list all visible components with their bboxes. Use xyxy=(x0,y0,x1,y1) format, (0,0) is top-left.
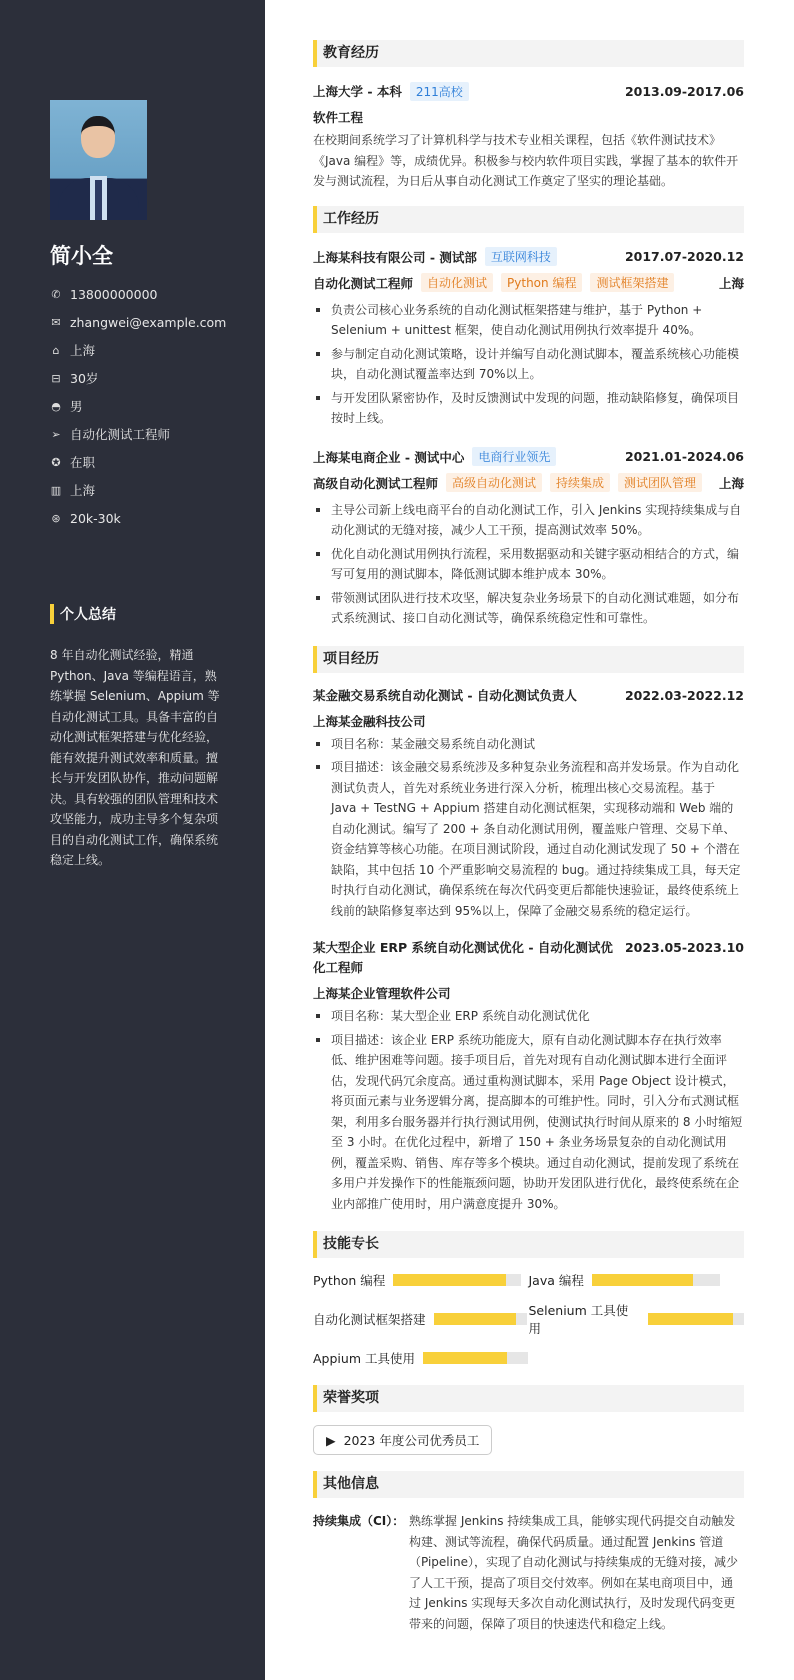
info-row xyxy=(50,308,226,336)
gender-icon: ◓ xyxy=(51,399,61,413)
list-item: 项目名称：某金融交易系统自动化测试 xyxy=(313,734,744,755)
edu-date: 2013.09-2017.06 xyxy=(624,83,744,99)
contact-info xyxy=(50,280,226,532)
project-company: 上海某企业管理软件公司 xyxy=(313,986,451,1001)
info-text: zhangwei@example.com xyxy=(70,314,227,330)
skill-bar xyxy=(393,1274,521,1286)
school: 上海大学 - 本科 xyxy=(313,84,402,99)
company: 上海某电商企业 - 测试中心 xyxy=(313,449,465,465)
skill-name: 自动化测试框架搭建 xyxy=(313,1312,426,1327)
skill-bar-fill xyxy=(423,1352,507,1364)
school-tag: 211高校 xyxy=(410,82,469,101)
project-entry xyxy=(313,938,744,1231)
skill-bar-fill xyxy=(648,1313,734,1325)
summary-heading: 个人总结 xyxy=(50,604,116,624)
building-icon: ▥ xyxy=(50,483,62,497)
work-heading: 工作经历 xyxy=(313,206,744,233)
skill-name: Java 编程 xyxy=(528,1273,584,1288)
projects-heading: 项目经历 xyxy=(313,646,744,673)
info-row xyxy=(50,280,226,308)
summary-text: 8 年自动化测试经验，精通 Python、Java 等编程语言，熟练掌握 Selenium、Appium 等自动化测试工具。具备丰富的自动化测试框架搭建与优化经验，能有效提升测试效率和质量。擅长与开发团队协作，推动问题解决。具有较强的团队管理和技术攻坚能力，成功主导多个复杂项目的自动化测试工作，确保系统稳定上线。 xyxy=(50,648,220,867)
skill-bar xyxy=(434,1313,527,1325)
skill-bar xyxy=(592,1274,720,1286)
skill-bar-fill xyxy=(393,1274,506,1286)
phone-icon: ✆ xyxy=(51,287,61,301)
role: 高级自动化测试工程师 xyxy=(313,475,439,491)
edu-desc: 在校期间系统学习了计算机科学与技术专业相关课程，包括《软件测试技术》《Java 编程》等，成绩优异。积极参与校内软件项目实践，掌握了基本的软件开发与测试流程，为日后从事自动化测试工作奠定了坚实的理论基础。 xyxy=(313,133,739,188)
project-company: 上海某金融科技公司 xyxy=(313,713,426,729)
info-text: 上海 xyxy=(70,343,96,358)
info-text: 20k-30k xyxy=(70,510,121,526)
job-date: 2017.07-2020.12 xyxy=(624,249,744,264)
list-item: 项目描述：该企业 ERP 系统功能庞大，原有自动化测试脚本存在执行效率低、维护困难等问题。接手项目后，首先对现有自动化测试脚本进行全面评估，发现代码冗余度高。通过重构测试脚本，采用 Page Object 设计模式，将页面元素与业务逻辑分离，提高脚本的可维护性。同时，引入分布式测试框架，利用多台服务器并行执行测试用例，使测试执行时间从原来的 8 小时缩短至 3 小时。在优化过程中，新增了 150 + 条业务场景复杂的自动化测试用例，覆盖采购、销售、库存等多个模块。通过自动化测试，提前发现了系统在多用户并发操作下的性能瓶颈问题，协助开发团队进行优化，最终使系统在企业内部推广使用时，用户满意度提升 30%。 xyxy=(313,1030,744,1215)
info-row xyxy=(50,504,226,532)
main-content xyxy=(313,40,744,1634)
city: 上海 xyxy=(718,275,744,291)
industry-tag: 电商行业领先 xyxy=(472,447,556,466)
list-item: 与开发团队紧密协作，及时反馈测试中发现的问题，推动缺陷修复，确保项目按时上线。 xyxy=(313,388,744,429)
job-entry xyxy=(313,446,744,646)
other-key: 持续集成（CI）： xyxy=(313,1514,405,1528)
info-row xyxy=(50,364,226,392)
skill-name: Selenium 工具使用 xyxy=(528,1303,629,1336)
info-text: 13800000000 xyxy=(70,286,158,302)
list-item: 负责公司核心业务系统的自动化测试框架搭建与维护，基于 Python + Selenium + unittest 框架，使自动化测试用例执行效率提升 40%。 xyxy=(313,300,744,341)
project-name: 某金融交易系统自动化测试 - 自动化测试负责人 xyxy=(313,687,577,703)
mail-icon: ✉ xyxy=(51,315,61,329)
list-item: 主导公司新上线电商平台的自动化测试工作，引入 Jenkins 实现持续集成与自动化测试的无缝对接，减少人工干预，提高测试效率 50%。 xyxy=(313,500,744,541)
job-date: 2021.01-2024.06 xyxy=(624,449,744,464)
salary-icon: ⊛ xyxy=(51,511,61,525)
city: 上海 xyxy=(718,475,744,491)
skill-tag: Python 编程 xyxy=(501,273,582,292)
info-text: 自动化测试工程师 xyxy=(70,427,171,442)
skill-tag: 测试团队管理 xyxy=(618,473,702,492)
list-item: 项目名称：某大型企业 ERP 系统自动化测试优化 xyxy=(313,1006,744,1027)
education-heading: 教育经历 xyxy=(313,40,744,67)
skills-heading: 技能专长 xyxy=(313,1231,744,1258)
skill-bar xyxy=(648,1313,744,1325)
job-entry xyxy=(313,246,744,446)
list-item: 项目描述：该金融交易系统涉及多种复杂业务流程和高并发场景。作为自动化测试负责人，首先对系统业务进行深入分析，梳理出核心交易流程。基于 Java + TestNG + Appium 搭建自动化测试框架，实现移动端和 Web 端的自动化测试。编写了 200 + 条自动化测试用例，覆盖账户管理、交易下单、资金结算等核心功能。在项目测试阶段，通过自动化测试发现了 50 + 个潜在缺陷，其中包括 10 个严重影响交易流程的 bug。通过持续集成工具，每天定时执行自动化测试，确保系统在每次代码变更后都能快速验证，最终使系统上线前的缺陷修复率达到 95%以上，保障了金融交易系统的稳定运行。 xyxy=(313,757,744,921)
skill-item xyxy=(529,1271,745,1289)
info-text: 在职 xyxy=(70,455,96,470)
skill-item xyxy=(529,1301,745,1337)
skill-tag: 高级自动化测试 xyxy=(446,473,542,492)
skill-tag: 测试框架搭建 xyxy=(590,273,674,292)
info-row xyxy=(50,336,226,364)
skill-bar-fill xyxy=(592,1274,693,1286)
skill-item xyxy=(313,1271,529,1289)
info-row xyxy=(50,392,226,420)
status-icon: ✪ xyxy=(51,455,61,469)
info-row xyxy=(50,476,226,504)
age-icon: ⊟ xyxy=(51,371,61,385)
award-item[interactable]: ▶ 2023 年度公司优秀员工 xyxy=(313,1425,492,1455)
role: 自动化测试工程师 xyxy=(313,275,414,291)
home-icon: ⌂ xyxy=(52,343,60,357)
list-item: 优化自动化测试用例执行流程，采用数据驱动和关键字驱动相结合的方式，编写可复用的测试脚本，降低测试脚本维护成本 30%。 xyxy=(313,544,744,585)
send-icon: ➢ xyxy=(51,427,61,441)
skill-tag: 自动化测试 xyxy=(421,273,493,292)
awards-heading: 荣誉奖项 xyxy=(313,1385,744,1412)
project-name: 某大型企业 ERP 系统自动化测试优化 - 自动化测试优化工程师 xyxy=(313,940,613,975)
major: 软件工程 xyxy=(313,110,364,125)
info-text: 30岁 xyxy=(70,371,99,386)
project-entry xyxy=(313,686,744,939)
candidate-name: 简小全 xyxy=(50,244,113,268)
list-item: 参与制定自动化测试策略，设计并编写自动化测试脚本，覆盖系统核心功能模块，自动化测试覆盖率达到 70%以上。 xyxy=(313,344,744,385)
project-date: 2022.03-2022.12 xyxy=(624,687,744,703)
skill-name: Python 编程 xyxy=(313,1273,386,1288)
info-row xyxy=(50,420,226,448)
company: 上海某科技有限公司 - 测试部 xyxy=(313,249,477,265)
info-text: 男 xyxy=(70,399,83,414)
other-heading: 其他信息 xyxy=(313,1471,744,1498)
skill-name: Appium 工具使用 xyxy=(313,1351,415,1366)
sidebar xyxy=(0,0,265,1680)
skill-bar-fill xyxy=(434,1313,517,1325)
skill-item xyxy=(313,1349,529,1367)
list-item: 带领测试团队进行技术攻坚，解决复杂业务场景下的自动化测试难题，如分布式系统测试、接口自动化测试等，确保系统稳定性和可靠性。 xyxy=(313,588,744,629)
skill-bar xyxy=(423,1352,528,1364)
skill-tag: 持续集成 xyxy=(550,473,610,492)
info-row xyxy=(50,448,226,476)
triangle-icon: ▶ xyxy=(326,1433,336,1448)
skill-item xyxy=(313,1301,529,1337)
info-text: 上海 xyxy=(70,483,96,498)
avatar-photo xyxy=(50,100,147,220)
project-date: 2023.05-2023.10 xyxy=(624,940,744,955)
industry-tag: 互联网科技 xyxy=(485,247,557,266)
other-value: 熟练掌握 Jenkins 持续集成工具，能够实现代码提交自动触发构建、测试等流程，确保代码质量。通过配置 Jenkins 管道（Pipeline），实现了自动化测试与持续集成的无缝对接，减少了人工干预，提高了项目交付效率。例如在某电商项目中，通过 Jenkins 实现每天多次自动化测试执行，及时发现代码变更带来的问题，保障了项目的快速迭代和稳定上线。 xyxy=(409,1514,738,1631)
